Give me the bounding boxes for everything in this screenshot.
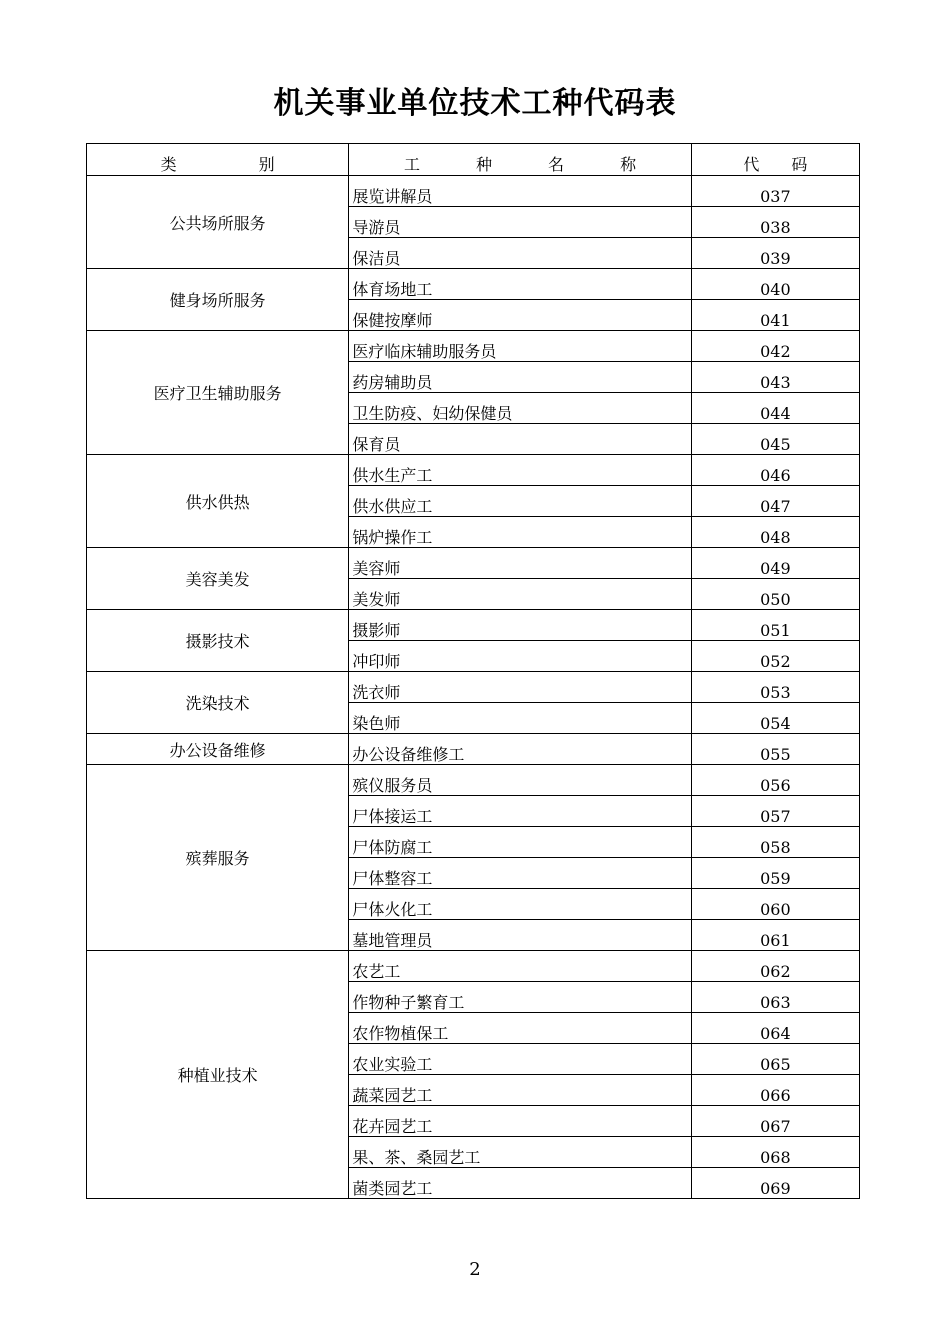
page-number: 2 [469, 1259, 481, 1280]
job-code-cell: 069 [691, 1168, 859, 1199]
job-name-cell: 农业实验工 [349, 1044, 691, 1075]
header-code [691, 144, 859, 176]
table-row [87, 455, 860, 486]
job-name-cell: 菌类园艺工 [349, 1168, 691, 1199]
job-code-cell: 044 [691, 393, 859, 424]
category-cell: 办公设备维修 [87, 734, 349, 765]
job-name-cell: 办公设备维修工 [349, 734, 691, 765]
table-row [87, 610, 860, 641]
job-name-cell: 摄影师 [349, 610, 691, 641]
job-code-cell: 048 [691, 517, 859, 548]
job-code-cell: 062 [691, 951, 859, 982]
header-name-char-1: 工 [404, 155, 421, 174]
table-row [87, 269, 860, 300]
header-name [349, 144, 691, 176]
job-name-cell: 冲印师 [349, 641, 691, 672]
job-code-cell: 041 [691, 300, 859, 331]
job-name-cell: 尸体火化工 [349, 889, 691, 920]
job-name-cell: 保洁员 [349, 238, 691, 269]
job-code-cell: 061 [691, 920, 859, 951]
job-code-cell: 038 [691, 207, 859, 238]
job-code-cell: 060 [691, 889, 859, 920]
table-row [87, 765, 860, 796]
job-code-cell: 059 [691, 858, 859, 889]
category-cell: 殡葬服务 [87, 765, 349, 951]
job-code-cell: 039 [691, 238, 859, 269]
job-name-cell: 供水供应工 [349, 486, 691, 517]
category-cell: 种植业技术 [87, 951, 349, 1199]
job-name-cell: 尸体接运工 [349, 796, 691, 827]
job-name-cell: 体育场地工 [349, 269, 691, 300]
category-cell: 美容美发 [87, 548, 349, 610]
job-code-table [86, 143, 860, 1199]
category-cell: 健身场所服务 [87, 269, 349, 331]
job-code-cell: 049 [691, 548, 859, 579]
job-code-cell: 052 [691, 641, 859, 672]
job-name-cell: 美发师 [349, 579, 691, 610]
table-header-row [87, 144, 860, 176]
table-row [87, 548, 860, 579]
job-name-cell: 尸体整容工 [349, 858, 691, 889]
page-title: 机关事业单位技术工种代码表 [273, 86, 677, 121]
job-name-cell: 墓地管理员 [349, 920, 691, 951]
job-name-cell: 殡仪服务员 [349, 765, 691, 796]
job-name-cell: 保健按摩师 [349, 300, 691, 331]
job-code-cell: 050 [691, 579, 859, 610]
header-code-char-2: 码 [791, 155, 808, 174]
category-cell: 公共场所服务 [87, 176, 349, 269]
job-code-cell: 057 [691, 796, 859, 827]
header-category [87, 144, 349, 176]
table-row [87, 672, 860, 703]
job-code-cell: 067 [691, 1106, 859, 1137]
job-code-cell: 068 [691, 1137, 859, 1168]
job-name-cell: 供水生产工 [349, 455, 691, 486]
job-name-cell: 医疗临床辅助服务员 [349, 331, 691, 362]
job-name-cell: 尸体防腐工 [349, 827, 691, 858]
job-code-cell: 051 [691, 610, 859, 641]
job-code-cell: 063 [691, 982, 859, 1013]
job-name-cell: 导游员 [349, 207, 691, 238]
job-code-cell: 066 [691, 1075, 859, 1106]
category-cell: 摄影技术 [87, 610, 349, 672]
header-name-char-3: 名 [548, 155, 565, 174]
job-code-cell: 040 [691, 269, 859, 300]
job-code-cell: 056 [691, 765, 859, 796]
category-cell: 洗染技术 [87, 672, 349, 734]
job-code-cell: 047 [691, 486, 859, 517]
job-code-cell: 043 [691, 362, 859, 393]
job-name-cell: 洗衣师 [349, 672, 691, 703]
job-name-cell: 农作物植保工 [349, 1013, 691, 1044]
table-row [87, 734, 860, 765]
job-name-cell: 卫生防疫、妇幼保健员 [349, 393, 691, 424]
job-name-cell: 锅炉操作工 [349, 517, 691, 548]
job-code-cell: 064 [691, 1013, 859, 1044]
header-name-char-2: 种 [476, 155, 493, 174]
job-code-cell: 042 [691, 331, 859, 362]
table-body [87, 176, 860, 1199]
job-name-cell: 农艺工 [349, 951, 691, 982]
job-code-cell: 055 [691, 734, 859, 765]
job-name-cell: 果、茶、桑园艺工 [349, 1137, 691, 1168]
category-cell: 医疗卫生辅助服务 [87, 331, 349, 455]
job-name-cell: 展览讲解员 [349, 176, 691, 207]
table-row [87, 951, 860, 982]
job-name-cell: 作物种子繁育工 [349, 982, 691, 1013]
table-row [87, 176, 860, 207]
header-name-char-4: 称 [620, 155, 637, 174]
header-code-char-1: 代 [743, 155, 760, 174]
job-code-cell: 037 [691, 176, 859, 207]
header-category-char-2: 别 [258, 155, 275, 174]
job-name-cell: 花卉园艺工 [349, 1106, 691, 1137]
job-code-cell: 053 [691, 672, 859, 703]
job-code-cell: 046 [691, 455, 859, 486]
job-code-cell: 065 [691, 1044, 859, 1075]
job-name-cell: 蔬菜园艺工 [349, 1075, 691, 1106]
category-cell: 供水供热 [87, 455, 349, 548]
job-name-cell: 保育员 [349, 424, 691, 455]
header-category-char-1: 类 [160, 155, 177, 174]
table-row [87, 331, 860, 362]
job-code-cell: 054 [691, 703, 859, 734]
job-name-cell: 染色师 [349, 703, 691, 734]
job-name-cell: 药房辅助员 [349, 362, 691, 393]
job-code-cell: 058 [691, 827, 859, 858]
job-name-cell: 美容师 [349, 548, 691, 579]
job-code-cell: 045 [691, 424, 859, 455]
